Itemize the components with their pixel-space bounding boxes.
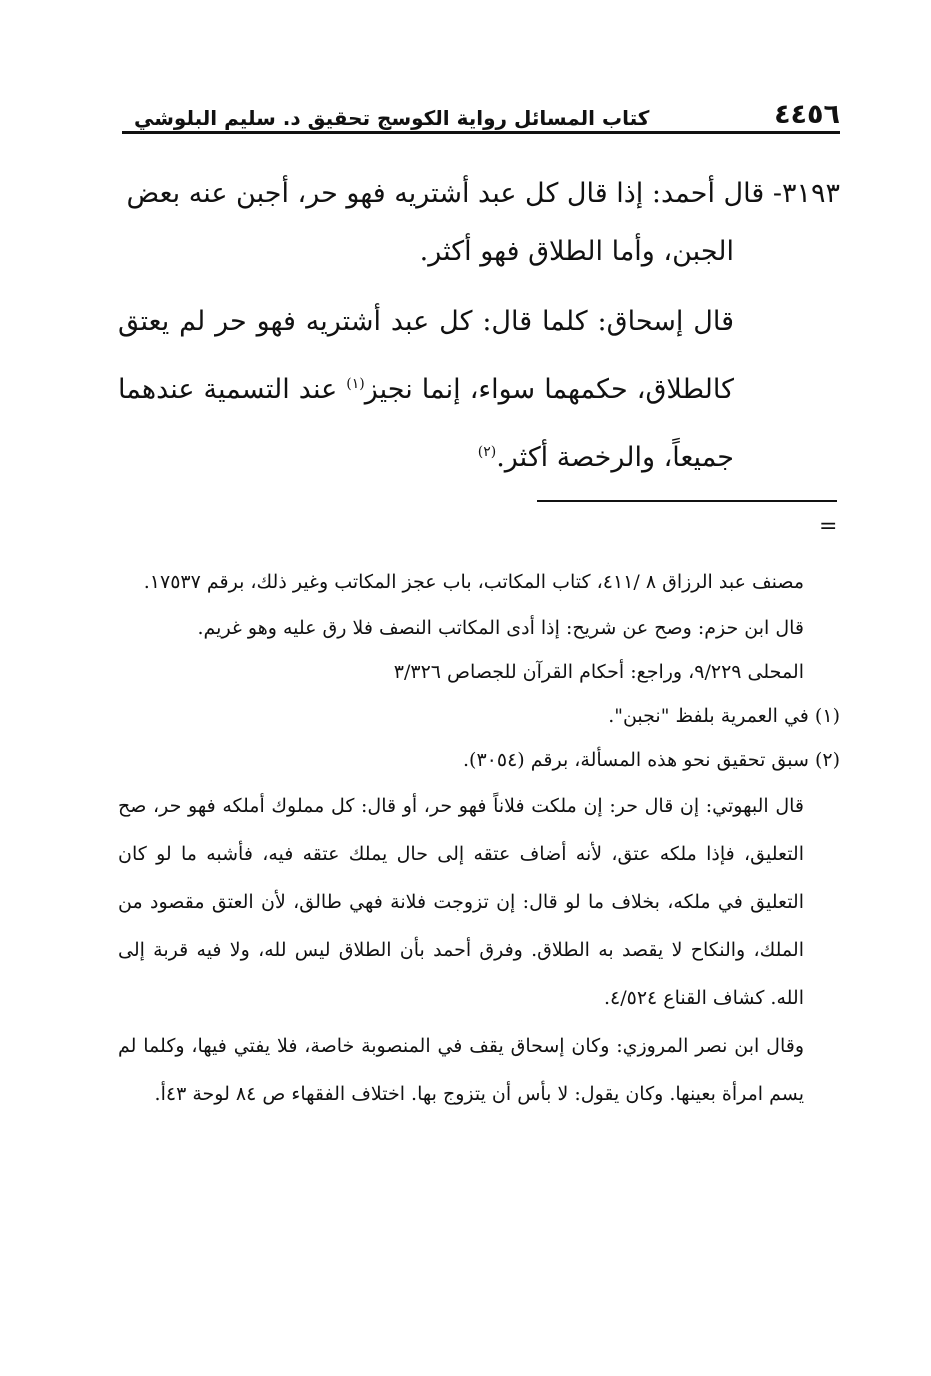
ishaq-paragraph bbox=[118, 291, 840, 489]
page-header bbox=[122, 84, 840, 130]
running-title: كتاب المسائل رواية الكوسج تحقيق د. سليم البلوشي bbox=[134, 106, 650, 130]
issue-paragraph bbox=[118, 165, 840, 281]
main-text bbox=[118, 165, 840, 489]
header-rule bbox=[122, 131, 840, 134]
footnote-separator bbox=[537, 500, 837, 502]
footnotes bbox=[118, 558, 840, 1118]
footnote-2-buhuti: قال البهوتي: إن قال حر: إن ملكت فلاناً فهو حر، أو قال: كل مملوك أملكه فهو حر، صح التعليق، فإذا ملكه عتق، لأنه أضاف عتقه إلى حال يملك عتقه فيه، فأشبه ما لو كان التعليق في ملكه، بخلاف ما لو قال: إن تزوجت فلانة فهي طالق، لأن العتق مقصود من الملك، والنكاح لا يقصد به الطلاق. وفرق أحمد بأن الطلاق ليس لله، ولا فيه قربة إلى الله. كشاف القناع ٤/٥٢٤. bbox=[118, 795, 804, 1009]
footnote-continued-1: مصنف عبد الرزاق ٨ /٤١١، كتاب المكاتب، باب عجز المكاتب وغير ذلك، برقم ١٧٥٣٧. bbox=[143, 571, 804, 593]
page-number: ٤٤٥٦ bbox=[774, 99, 840, 130]
issue-continuation: الجبن، وأما الطلاق فهو أكثر. bbox=[419, 236, 734, 267]
footnote-continuation-mark: = bbox=[819, 514, 838, 539]
footnote-ref-1: (١) bbox=[346, 376, 365, 392]
footnote-1: (١) في العمرية بلفظ "نجبن". bbox=[608, 705, 840, 727]
footnote-2: (٢) سبق تحقيق نحو هذه المسألة، برقم (٣٠٥٤). bbox=[463, 749, 840, 771]
footnote-continued-2: قال ابن حزم: وصح عن شريح: إذا أدى المكاتب النصف فلا رق عليه وهو غريم. bbox=[197, 617, 804, 639]
footnote-continued-3: المحلى ٩/٢٢٩، وراجع: أحكام القرآن للجصاص ٣/٣٢٦ bbox=[393, 661, 804, 683]
issue-first-line: ٣١٩٣- قال أحمد: إذا قال كل عبد أشتريه فهو حر، أجبن عنه بعض bbox=[126, 178, 840, 209]
ishaq-text-b: عند التسمية عندهما جميعاً، والرخصة أكثر. bbox=[118, 374, 734, 473]
footnote-2-marwazi: وقال ابن نصر المروزي: وكان إسحاق يقف في المنصوبة خاصة، فلا يفتي فيها، وكلما لم يسم امرأة بعينها. وكان يقول: لا بأس أن يتزوج بها. اختلاف الفقهاء ص ٨٤ لوحة ٤٣أ. bbox=[118, 1035, 804, 1105]
ishaq-text-a: قال إسحاق: كلما قال: كل عبد أشتريه فهو حر لم يعتق كالطلاق، حكمهما سواء، إنما نجيز bbox=[118, 306, 734, 405]
footnote-ref-2: (٢) bbox=[477, 444, 497, 460]
